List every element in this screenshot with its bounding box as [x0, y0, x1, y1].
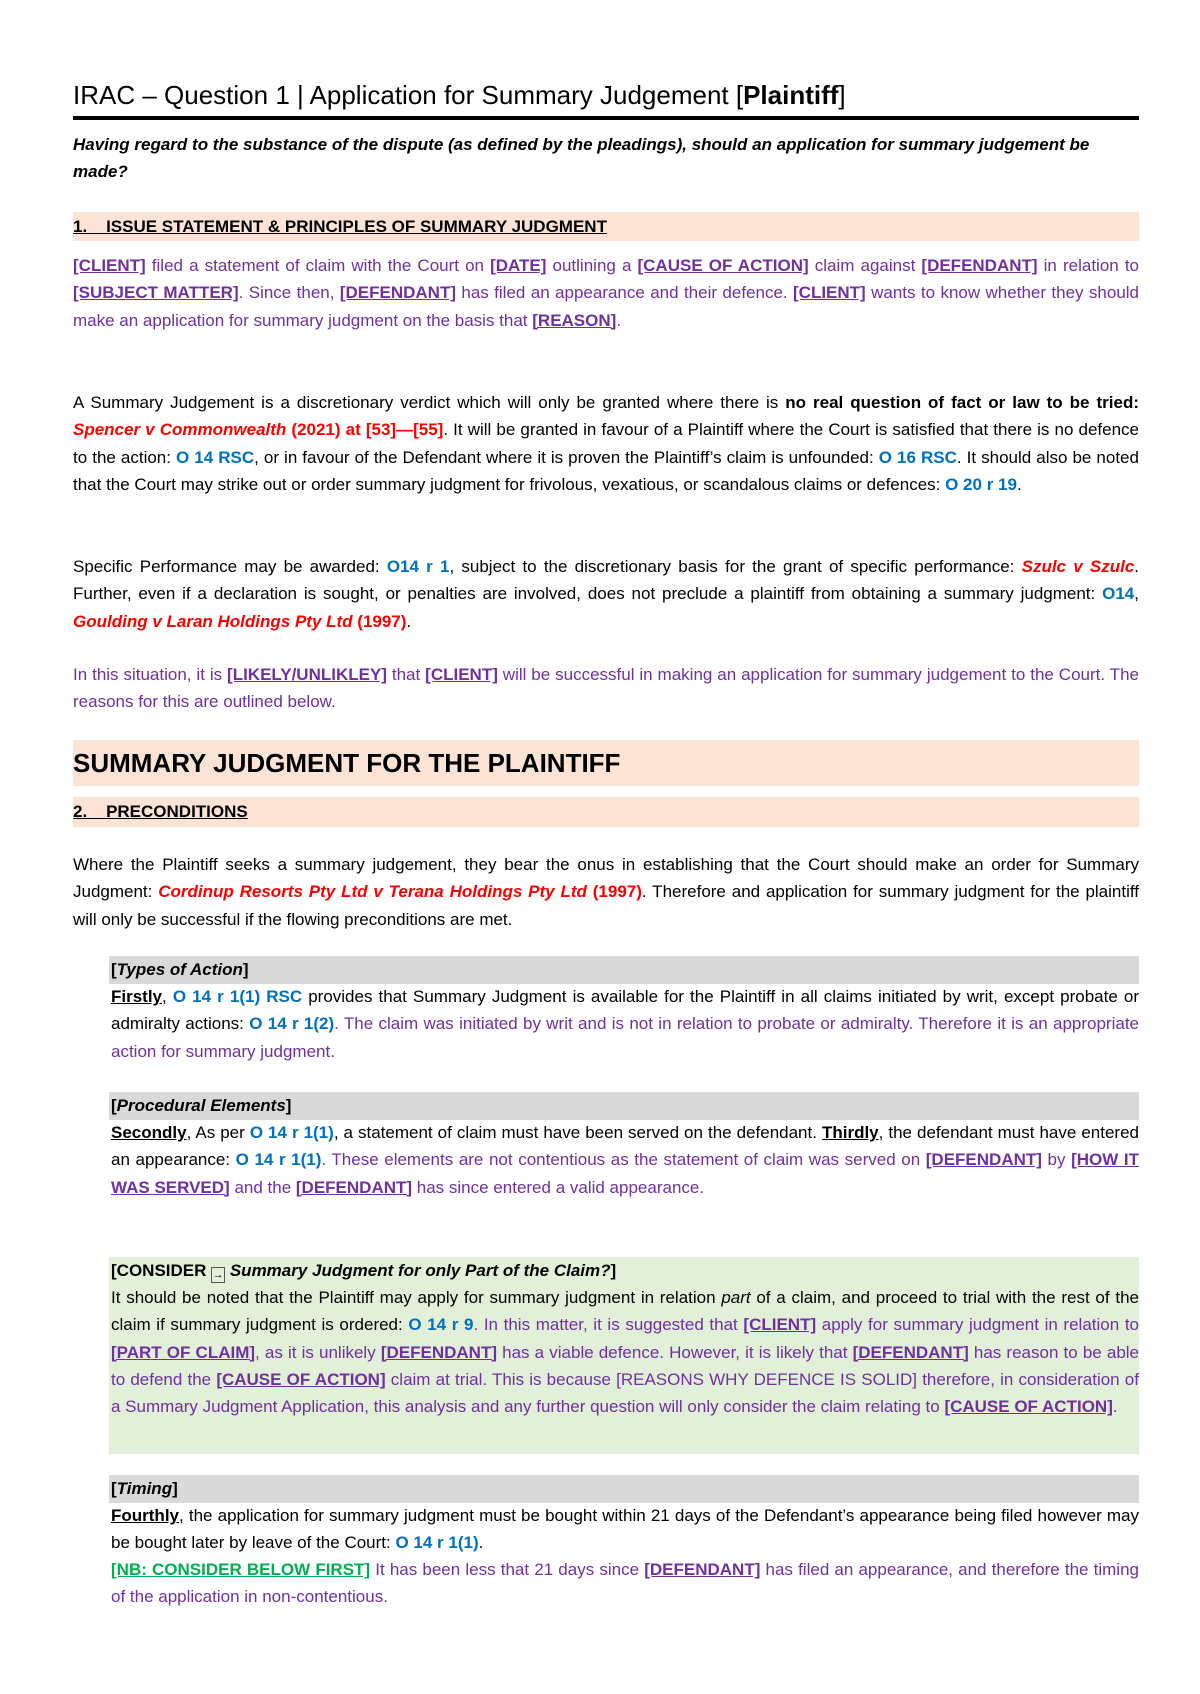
text-run: wants to know whether they should make an application for summary judgment on the basis that — [73, 283, 1140, 330]
text-run: O 14 r 1(1) — [249, 1123, 334, 1142]
text-run: part — [721, 1288, 751, 1307]
text-run: [NB: CONSIDER BELOW FIRST] — [111, 1560, 371, 1579]
section2-heading-band — [73, 797, 1139, 827]
text-run: and the — [229, 1177, 296, 1197]
text-run: . — [1112, 1397, 1118, 1417]
text-run: [DEFENDANT] — [852, 1342, 969, 1362]
text-run: . Since then, — [238, 283, 340, 303]
text-run: It has been less that 21 days since — [370, 1560, 645, 1579]
text-run: [DEFENDANT] — [295, 1177, 413, 1197]
text-run: . Therefore and application for summary judgment for the plaintiff will only be successful if the flowing preconditions are met. — [73, 882, 1140, 929]
text-run: will be successful in making an application for summary judgement to the Court. The reasons for this are outlined below. — [73, 665, 1139, 712]
procedural-body — [111, 1119, 1139, 1201]
text-run: that — [386, 665, 426, 684]
text-run: Secondly — [111, 1123, 187, 1142]
text-run: Thirdly — [821, 1123, 879, 1142]
text-run: O 20 r 19 — [945, 474, 1017, 494]
text-run: Firstly — [111, 987, 163, 1006]
intro-question: Having regard to the substance of the dispute (as defined by the pleadings), should an application for summary judgement be made? — [73, 135, 1090, 182]
text-run: A Summary Judgement is a discretionary verdict which will only be granted where there is — [73, 393, 786, 412]
text-run: (1997) — [352, 611, 407, 631]
text-run: Goulding v Laran Holdings Pty Ltd — [73, 611, 353, 631]
text-run: [DEFENDANT] — [644, 1560, 761, 1579]
text-run: [REASON] — [532, 310, 617, 330]
text-run: . It will be granted in favour of a Plaintiff where the Court is satisfied that there is no defence to the action: — [73, 420, 1139, 467]
text-run: O 14 r 1(1) — [395, 1533, 479, 1553]
section1-paragraph-3 — [73, 553, 1139, 635]
text-run: , — [1134, 584, 1139, 604]
section1-heading: 1. ISSUE STATEMENT & PRINCIPLES OF SUMMARY JUDGMENT — [73, 217, 607, 236]
main-heading: SUMMARY JUDGMENT FOR THE PLAINTIFF — [73, 748, 621, 778]
text-run: O 14 r 1(2) — [249, 1014, 335, 1034]
text-run: filed a statement of claim with the Court on — [145, 256, 491, 275]
consider-label: [CONSIDER → Summary Judgment for only Part of the Claim?] — [111, 1261, 617, 1281]
text-run: has a viable defence. However, it is likely that — [497, 1342, 853, 1362]
timing-body — [111, 1502, 1139, 1557]
text-run: apply for summary judgment in relation to — [816, 1315, 1139, 1335]
text-run: claim against — [808, 256, 922, 275]
text-run: (2021) at [53]—[55] — [286, 420, 444, 440]
text-run: . These elements are not contentious as the statement of claim was served on — [321, 1150, 926, 1170]
text-run: , — [162, 987, 173, 1006]
text-run: , as it is unlikely — [255, 1342, 381, 1362]
text-run: has reason to be able to defend the — [111, 1342, 1140, 1389]
text-run: in relation to — [1037, 256, 1139, 275]
text-run: provides that Summary Judgment is available for the Plaintiff in all claims initiated by writ, except probate or admiralty actions: — [111, 987, 1140, 1034]
text-run: [CLIENT] — [793, 283, 866, 303]
text-run: outlining a — [546, 256, 638, 275]
consider-body — [111, 1284, 1139, 1420]
text-run: Fourthly — [111, 1506, 179, 1525]
text-run: , a statement of claim must have been served on the defendant. — [333, 1123, 822, 1142]
text-run: [CLIENT] — [73, 256, 146, 275]
timing-note — [111, 1556, 1139, 1611]
text-run: , or in favour of the Defendant where it is proven the Plaintiff’s claim is unfounded: — [254, 447, 879, 467]
text-run: [CAUSE OF ACTION] — [216, 1369, 386, 1389]
types-body — [111, 983, 1139, 1065]
text-run: O 14 r 9 — [408, 1315, 474, 1335]
text-run: [CLIENT] — [425, 665, 498, 684]
text-run: [PART OF CLAIM] — [111, 1342, 256, 1362]
text-run: O14 — [1102, 584, 1135, 604]
text-run: . The claim was initiated by writ and is not in relation to probate or admiralty. Therefore it is an appropriate action for summary judgment. — [111, 1014, 1139, 1061]
text-run: It should be noted that the Plaintiff may apply for summary judgment in relation — [111, 1288, 722, 1307]
text-run: . — [616, 310, 622, 330]
text-run: O 14 RSC — [176, 447, 255, 467]
text-run: no real question of fact or law to be tried: — [785, 393, 1139, 412]
title-bold: Plaintiff — [743, 80, 839, 110]
section2-heading: 2. PRECONDITIONS — [73, 802, 248, 821]
section1-paragraph-4 — [73, 661, 1139, 716]
text-run: [DEFENDANT] — [921, 256, 1038, 275]
text-run: O 14 r 1(1) — [235, 1150, 322, 1170]
text-run: . — [478, 1533, 484, 1553]
text-run: O14 r 1 — [386, 557, 450, 576]
page-title — [73, 78, 1139, 120]
text-run: , subject to the discretionary basis for the grant of specific performance: — [449, 557, 1022, 576]
text-run: has since entered a valid appearance. — [412, 1177, 705, 1197]
section2-intro — [73, 851, 1139, 933]
text-run: has filed an appearance, and therefore the timing of the application in non-contentious. — [111, 1560, 1139, 1607]
text-run: [CAUSE OF ACTION] — [944, 1397, 1113, 1417]
text-run: Szulc v Szulc — [1021, 557, 1135, 576]
text-run: , the application for summary judgment must be bought within 21 days of the Defendant’s appearance being filed however may be bought later by leave of the Court: — [111, 1506, 1139, 1553]
text-run: [SUBJECT MATTER] — [73, 283, 239, 303]
arrow-right-icon: → — [212, 1269, 224, 1281]
text-run: . — [406, 611, 412, 631]
text-run: Cordinup Resorts Pty Ltd v Terana Holdings Pty Ltd — [158, 882, 587, 902]
text-run: . — [1016, 474, 1022, 494]
text-run: Where the Plaintiff seeks a summary judgement, they bear the onus in establishing that the Court should make an order for Summary Judgment: — [73, 855, 1139, 902]
text-run: Specific Performance may be awarded: — [73, 557, 387, 576]
text-run: O 16 RSC — [878, 447, 957, 467]
title-close: ] — [838, 80, 846, 110]
text-run: [DEFENDANT] — [380, 1342, 497, 1362]
text-run: of a claim, and proceed to trial with the rest of the claim if summary judgment is ordered: — [111, 1288, 1139, 1335]
section1-paragraph-1 — [73, 252, 1139, 334]
text-run: . In this matter, it is suggested that — [473, 1315, 744, 1335]
text-run: [DEFENDANT] — [339, 283, 456, 303]
text-run: In this situation, it is — [73, 665, 228, 684]
text-run: , As per — [186, 1123, 250, 1142]
text-run: [DATE] — [490, 256, 547, 275]
text-run: (1997) — [586, 882, 642, 902]
section1-heading-band — [73, 212, 1139, 241]
text-run: [LIKELY/UNLIKLEY] — [227, 665, 387, 684]
title-text: IRAC – Question 1 | Application for Summary Judgement [ — [73, 80, 744, 110]
text-run: [CAUSE OF ACTION] — [637, 256, 809, 275]
text-run: claim at trial. This is because [REASONS WHY DEFENCE IS SOLID] therefore, in consideration of a Summary Judgment Application, this analysis and any further question will only consider the claim relating to — [111, 1369, 1139, 1417]
text-run: . It should also be noted that the Court may strike out or order summary judgment for frivolous, vexatious, or scandalous claims or defences: — [73, 447, 1139, 494]
text-run: [DEFENDANT] — [925, 1150, 1042, 1170]
text-run: [CLIENT] — [743, 1315, 817, 1335]
timing-label: [Timing] — [111, 1479, 178, 1498]
procedural-label: [Procedural Elements] — [111, 1096, 292, 1115]
main-heading-band — [73, 740, 1139, 786]
types-label: [Types of Action] — [111, 960, 249, 979]
text-run: , the defendant must have entered an appearance: — [111, 1123, 1139, 1170]
text-run: O 14 r 1(1) RSC — [172, 987, 303, 1006]
text-run: Spencer v Commonwealth — [73, 420, 287, 440]
text-run: [HOW IT WAS SERVED] — [111, 1150, 1139, 1197]
section1-paragraph-2 — [73, 389, 1139, 498]
text-run: . Further, even if a declaration is sought, or penalties are involved, does not preclude a plaintiff from obtaining a summary judgment: — [73, 557, 1140, 604]
text-run: by — [1041, 1150, 1072, 1170]
text-run: has filed an appearance and their defence. — [456, 283, 794, 303]
